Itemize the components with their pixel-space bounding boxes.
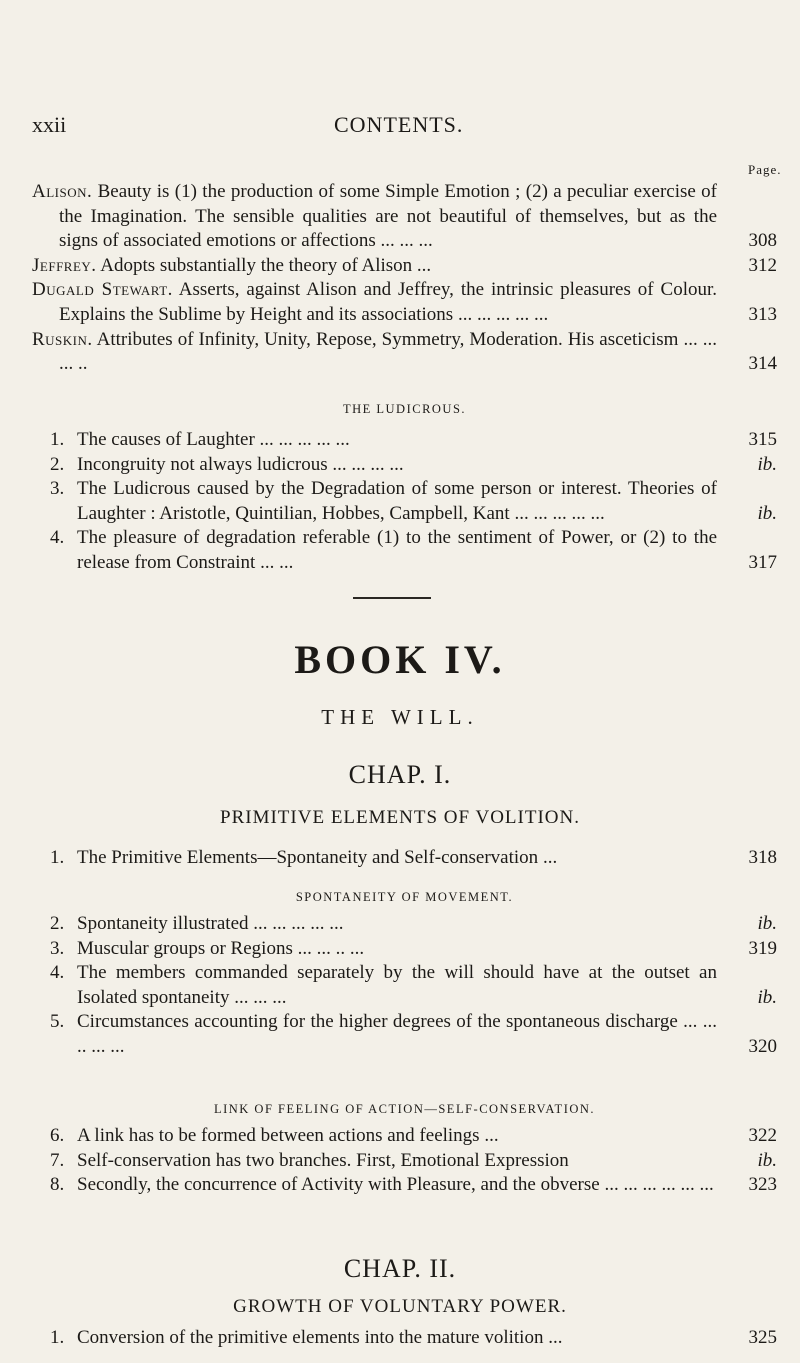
entry-page: 314 [748,353,777,375]
entry-number: 7. [50,1149,65,1171]
entry-author: Ruskin. [32,328,93,350]
running-title: CONTENTS. [334,112,464,137]
entry-page: 319 [748,937,777,959]
entry-page: 320 [748,1035,777,1057]
entry-page: 322 [748,1125,777,1146]
ludicrous-entries [32,428,777,576]
toc-entry: 4. The members commanded separately by the will should have at the outset an Isolated spontaneity ... ... ... ib. [32,961,777,1010]
entry-author: Alison. [32,181,93,202]
entry-page: 312 [748,254,777,276]
toc-entry: 4. The pleasure of degradation referable (1) to the sentiment of Power, or (2) to the release from Constraint ... ... 317 [32,526,777,575]
chapter1-entries [32,846,777,871]
chapter-title: GROWTH OF VOLUNTARY POWER. [233,1296,567,1317]
toc-entry: 5. Circumstances accounting for the higher degrees of the spontaneous discharge ... ... .. ... ... 320 [32,1010,777,1059]
book-subtitle: THE WILL. [321,705,479,729]
entry-text: Conversion of the primitive elements into the mature volition [77,1327,544,1348]
toc-entry: Ruskin. Attributes of Infinity, Unity, Repose, Symmetry, Moderation. His asceticism ... ... ... .. 314 [32,328,777,377]
entry-text: Beauty is (1) the production of some Simple Emotion ; (2) a peculiar exercise of the Imagination. The sensible qualities are not beautiful of themselves, but as the signs of associated emotions or affections [59,181,718,252]
entry-page: 323 [748,1174,777,1196]
entry-page: ib. [757,453,777,475]
toc-entry: 1. The causes of Laughter ... ... ... ... ... 315 [32,428,777,453]
entry-number: 1. [50,429,65,450]
entry-number: 5. [50,1011,65,1033]
chapter-label: CHAP. II. [343,1254,457,1283]
entry-page: ib. [757,913,777,934]
toc-entry [32,1149,777,1174]
entry-page: ib. [757,986,777,1008]
entry-number: 2. [50,913,65,934]
entry-text: A link has to be formed between actions and feelings [77,1125,480,1146]
entry-text: Self-conservation has two branches. First, Emotional Expression [77,1149,569,1171]
spontaneity-entries [32,912,777,1060]
toc-entry: Dugald Stewart. Asserts, against Alison and Jeffrey, the intrinsic pleasures of Colour. Explains the Sublime by Height and its associations ... ... ... ... ... 313 [32,278,777,327]
chapter-title: PRIMITIVE ELEMENTS OF VOLITION. [220,807,580,828]
entry-page: 318 [748,847,777,868]
chapter2-entries [32,1326,777,1351]
entry-number: 4. [50,962,65,984]
toc-entry: 8. Secondly, the concurrence of Activity with Pleasure, and the obverse ... ... ... ... ... ... 323 [32,1173,777,1198]
entry-page: ib. [757,1149,777,1171]
aesthetics-entries [32,180,777,377]
link-entries [32,1124,777,1198]
toc-entry: 1. The Primitive Elements—Spontaneity and Self-conservation ... 318 [32,846,777,871]
book-title: BOOK IV. [294,637,506,682]
entry-text: The Primitive Elements—Spontaneity and Self-conservation [77,847,539,868]
toc-entry: Jeffrey. Adopts substantially the theory of Alison ... 312 [32,254,777,279]
entry-page: 313 [748,303,777,325]
page-column-label: Page. [748,162,782,177]
toc-entry: 1. Conversion of the primitive elements into the mature volition ... 325 [32,1326,777,1351]
entry-number: 3. [50,937,65,959]
running-head [32,112,772,142]
entry-text: Incongruity not always ludicrous [77,453,328,475]
section-heading-spontaneity: SPONTANEITY OF MOVEMENT. [295,890,514,904]
entry-page: 315 [748,429,777,450]
section-heading-link: LINK OF FEELING OF ACTION—SELF-CONSERVATION. [213,1102,596,1116]
entry-number: 4. [50,527,65,549]
entry-number: 8. [50,1174,65,1196]
entry-author: Jeffrey. [32,254,97,276]
entry-page: 308 [748,230,777,252]
entry-page: ib. [757,502,777,524]
entry-text: The members commanded separately by the will should have at the outset an Isolated spontaneity [77,962,717,1008]
entry-text: Attributes of Infinity, Unity, Repose, Symmetry, Moderation. His asceticism [96,328,679,350]
toc-entry: Alison. Beauty is (1) the production of some Simple Emotion ; (2) a peculiar exercise of the Imagination. The sensible qualities are not beautiful of themselves, but as the signs of associated emotions or affections ... ... ... 308 [32,180,777,254]
entry-text: Asserts, against Alison and Jeffrey, the intrinsic pleasures of Colour. Explains the Sublime by Height and its associations [59,279,718,325]
entry-number: 3. [50,478,65,500]
entry-number: 1. [50,847,65,868]
entry-text: Muscular groups or Regions [77,937,293,959]
entry-page: 325 [748,1327,777,1348]
toc-entry: 3. Muscular groups or Regions ... ... .. ... 319 [32,937,777,962]
chapter-label: CHAP. I. [348,760,452,789]
entry-number: 2. [50,453,65,475]
entry-text: Adopts substantially the theory of Alison [100,254,413,276]
entry-text: Spontaneity illustrated [77,913,249,934]
entry-number: 6. [50,1125,65,1146]
entry-text: Circumstances accounting for the higher degrees of the spontaneous discharge [77,1011,678,1033]
page-number: xxii [32,112,67,137]
entry-text: The Ludicrous caused by the Degradation of some person or interest. Theories of Laughter : Aristotle, Quintilian, Hobbes, Campbell, Kant [77,478,717,524]
toc-entry: 2. Spontaneity illustrated ... ... ... ... ... ib. [32,912,777,937]
entry-page: 317 [748,551,777,573]
entry-text: The pleasure of degradation referable (1) to the sentiment of Power, or (2) to the release from Constraint [77,527,717,573]
section-divider [353,597,431,599]
toc-entry: 6. A link has to be formed between actions and feelings ... 322 [32,1124,777,1149]
entry-number: 1. [50,1327,65,1348]
section-heading-ludicrous: THE LUDICROUS. [342,402,467,416]
entry-text: The causes of Laughter [77,429,255,450]
toc-entry: 2. Incongruity not always ludicrous ... ... ... ... ib. [32,453,777,478]
toc-entry: 3. The Ludicrous caused by the Degradation of some person or interest. Theories of Laughter : Aristotle, Quintilian, Hobbes, Campbell, Kant ... ... ... ... ... ib. [32,477,777,526]
entry-text: Secondly, the concurrence of Activity with Pleasure, and the obverse [77,1174,600,1196]
entry-author: Dugald Stewart. [32,279,173,301]
